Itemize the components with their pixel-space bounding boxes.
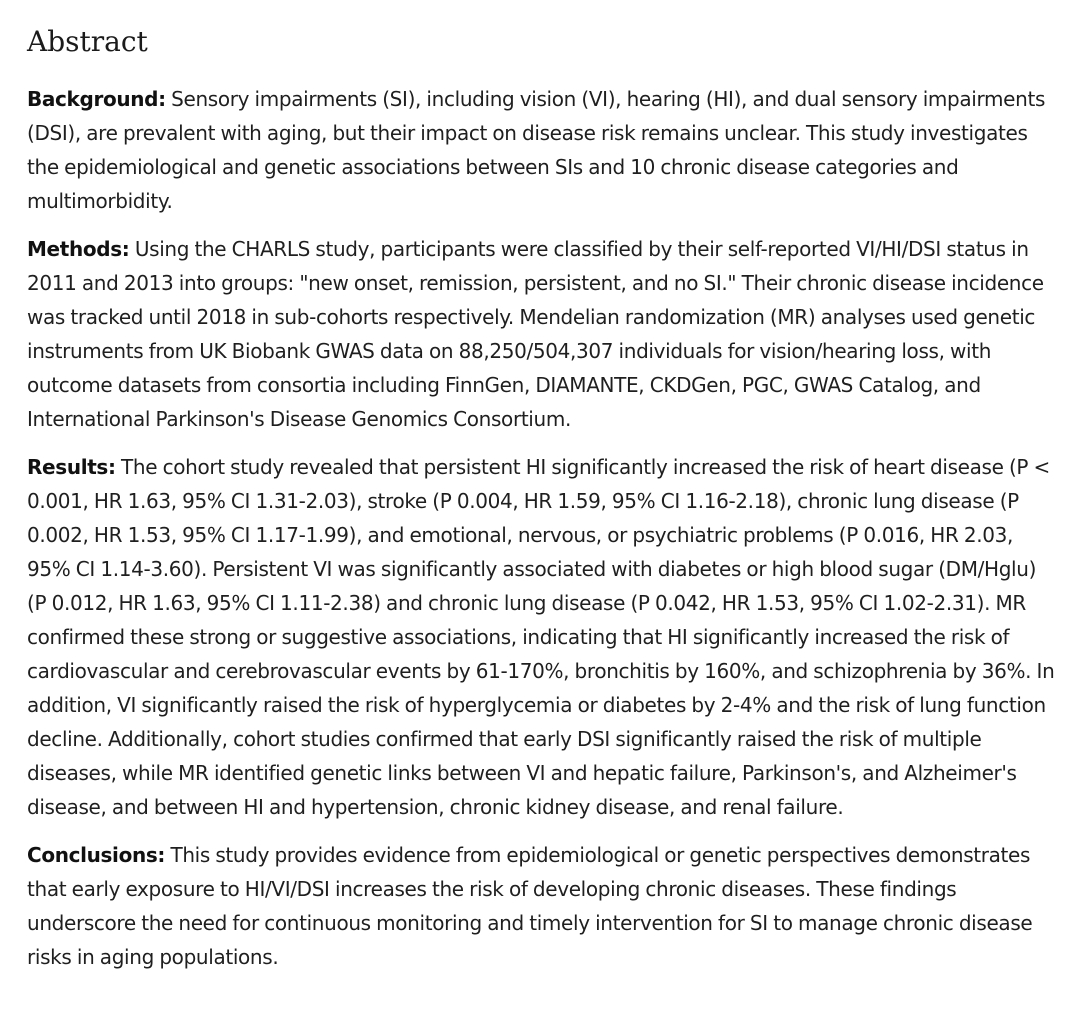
results-label: Results: (27, 455, 116, 479)
abstract-heading: Abstract (27, 25, 148, 58)
methods-label: Methods: (27, 237, 130, 261)
background-text: Sensory impairments (SI), including vision (VI), hearing (HI), and dual sensory impairments (DSI), are prevalent with aging, but their impact on disease risk remains unclear. This study investigates the epidemiological and genetic associations between SIs and 10 chronic disease categories and multimorbidity. (27, 87, 1046, 213)
abstract-section (27, 24, 1057, 988)
background-paragraph (27, 82, 1057, 218)
conclusions-label: Conclusions: (27, 843, 166, 867)
background-label: Background: (27, 87, 166, 111)
methods-paragraph (27, 232, 1057, 436)
results-text: The cohort study revealed that persistent HI significantly increased the risk of heart disease (P < 0.001, HR 1.63, 95% CI 1.31-2.03), stroke (P 0.004, HR 1.59, 95% CI 1.16-2.18), chronic lung disease (P 0.002, HR 1.53, 95% CI 1.17-1.99), and emotional, nervous, or psychiatric problems (P 0.016, HR 2.03, 95% CI 1.14-3.60). Persistent VI was significantly associated with diabetes or high blood sugar (DM/Hglu) (P 0.012, HR 1.63, 95% CI 1.11-2.38) and chronic lung disease (P 0.042, HR 1.53, 95% CI 1.02-2.31). MR confirmed these strong or suggestive associations, indicating that HI significantly increased the risk of cardiovascular and cerebrovascular events by 61-170%, bronchitis by 160%, and schizophrenia by 36%. In addition, VI significantly raised the risk of hyperglycemia or diabetes by 2-4% and the risk of lung function decline. Additionally, cohort studies confirmed that early DSI significantly raised the risk of multiple diseases, while MR identified genetic links between VI and hepatic failure, Parkinson's, and Alzheimer's disease, and between HI and hypertension, chronic kidney disease, and renal failure. (27, 455, 1055, 819)
conclusions-paragraph (27, 838, 1057, 974)
methods-text: Using the CHARLS study, participants were classified by their self-reported VI/HI/DSI status in 2011 and 2013 into groups: "new onset, remission, persistent, and no SI." Their chronic disease incidence was tracked until 2018 in sub-cohorts respectively. Mendelian randomization (MR) analyses used genetic instruments from UK Biobank GWAS data on 88,250/504,307 individuals for vision/hearing loss, with outcome datasets from consortia including FinnGen, DIAMANTE, CKDGen, PGC, GWAS Catalog, and International Parkinson's Disease Genomics Consortium. (27, 237, 1044, 431)
conclusions-text: This study provides evidence from epidemiological or genetic perspectives demonstrates that early exposure to HI/VI/DSI increases the risk of developing chronic diseases. These findings underscore the need for continuous monitoring and timely intervention for SI to manage chronic disease risks in aging populations. (27, 843, 1033, 969)
results-paragraph (27, 450, 1057, 824)
